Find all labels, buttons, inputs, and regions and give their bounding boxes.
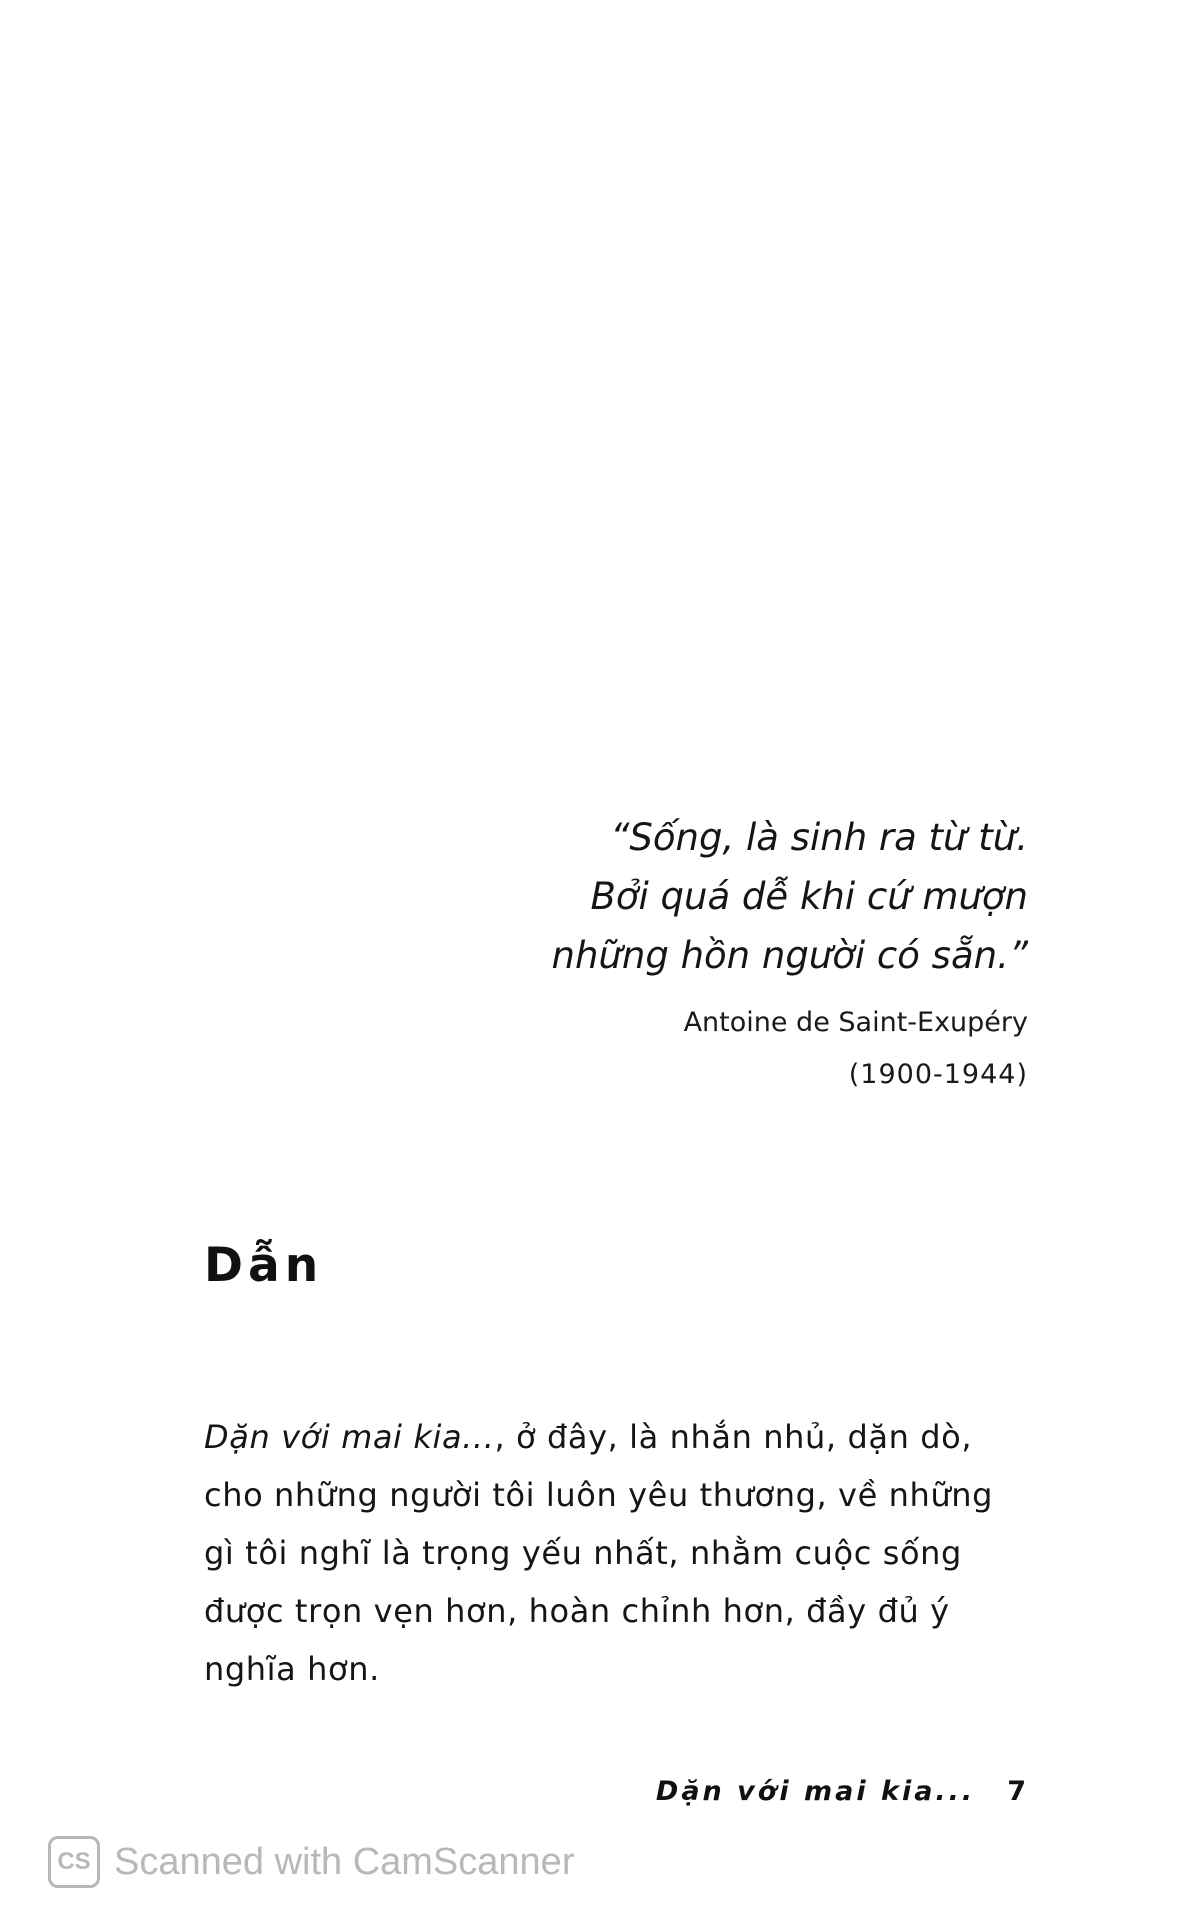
section-heading: Dẫn <box>204 1238 324 1293</box>
running-title: Dặn với mai kia... <box>655 1776 976 1807</box>
body-paragraph <box>204 1408 1034 1698</box>
epigraph <box>428 808 1028 1091</box>
epigraph-quote-line: những hồn người có sẵn.” <box>551 934 1028 977</box>
body-lead-italic: Dặn với mai kia... <box>204 1418 495 1456</box>
camscanner-logo-icon: CS <box>48 1836 100 1888</box>
watermark-text: Scanned with CamScanner <box>114 1840 575 1883</box>
page-number: 7 <box>1007 1776 1026 1807</box>
epigraph-quote-line: “Sống, là sinh ra từ từ. <box>610 816 1028 859</box>
epigraph-author: Antoine de Saint-Exupéry <box>683 1007 1028 1038</box>
scanner-watermark <box>48 1836 574 1888</box>
epigraph-years: (1900-1944) <box>848 1059 1028 1090</box>
page-footer <box>656 1776 1026 1807</box>
epigraph-quote-line: Bởi quá dễ khi cứ mượn <box>590 875 1028 918</box>
body-text: , ở đây, là nhắn nhủ, dặn dò, cho những người tôi luôn yêu thương, về những gì tôi nghĩ là trọng yếu nhất, nhằm cuộc sống được trọn vẹn hơn, hoàn chỉnh hơn, đầy đủ ý nghĩa hơn. <box>204 1418 994 1688</box>
